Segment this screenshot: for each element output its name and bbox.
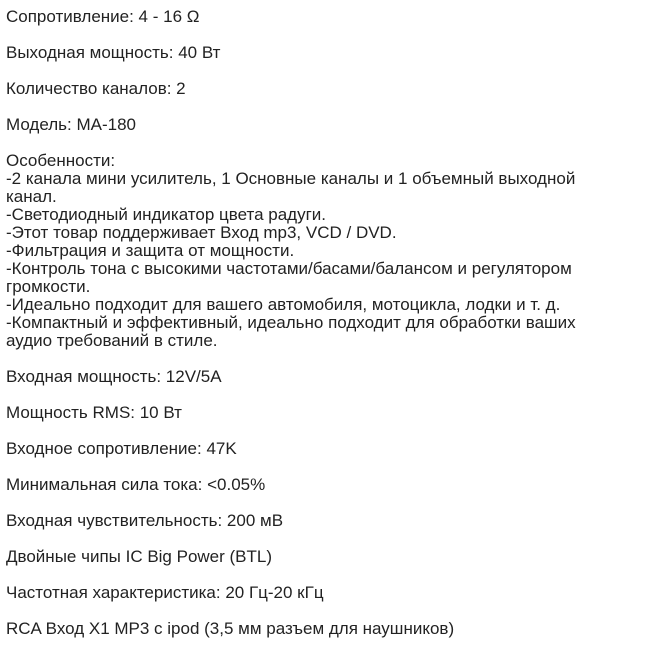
spec-channel-count: Количество каналов: 2	[6, 79, 186, 98]
feature-line: -Этот товар поддерживает Вход mp3, VCD / DVD.	[6, 223, 397, 242]
feature-line: канал.	[6, 187, 57, 206]
spec-frequency-response: Частотная характеристика: 20 Гц-20 кГц	[6, 583, 324, 602]
spec-rms-power: Мощность RMS: 10 Вт	[6, 403, 182, 422]
spec-input-impedance: Входное сопротивление: 47K	[6, 439, 237, 458]
feature-line: -Светодиодный индикатор цвета радуги.	[6, 205, 326, 224]
feature-line: -2 канала мини усилитель, 1 Основные каналы и 1 объемный выходной	[6, 169, 576, 188]
spec-chips: Двойные чипы IC Big Power (BTL)	[6, 547, 273, 566]
spec-impedance: Сопротивление: 4 - 16 Ω	[6, 7, 200, 26]
features-block	[6, 152, 672, 350]
feature-line: -Фильтрация и защита от мощности.	[6, 241, 295, 260]
feature-line: аудио требований в стиле.	[6, 331, 218, 350]
spec-input-sensitivity: Входная чувствительность: 200 мВ	[6, 511, 284, 530]
feature-line: -Контроль тона с высокими частотами/басами/балансом и регулятором	[6, 259, 572, 278]
spec-output-power: Выходная мощность: 40 Вт	[6, 43, 221, 62]
features-heading: Особенности:	[6, 151, 116, 170]
spec-input-power: Входная мощность: 12V/5A	[6, 367, 222, 386]
feature-line: громкости.	[6, 277, 91, 296]
spec-min-current: Минимальная сила тока: <0.05%	[6, 475, 266, 494]
spec-model: Модель: MA-180	[6, 115, 136, 134]
feature-line: -Компактный и эффективный, идеально подходит для обработки ваших	[6, 313, 576, 332]
feature-line: -Идеально подходит для вашего автомобиля, мотоцикла, лодки и т. д.	[6, 295, 561, 314]
spec-rca-input: RCA Вход X1 MP3 с ipod (3,5 мм разъем для наушников)	[6, 619, 455, 638]
